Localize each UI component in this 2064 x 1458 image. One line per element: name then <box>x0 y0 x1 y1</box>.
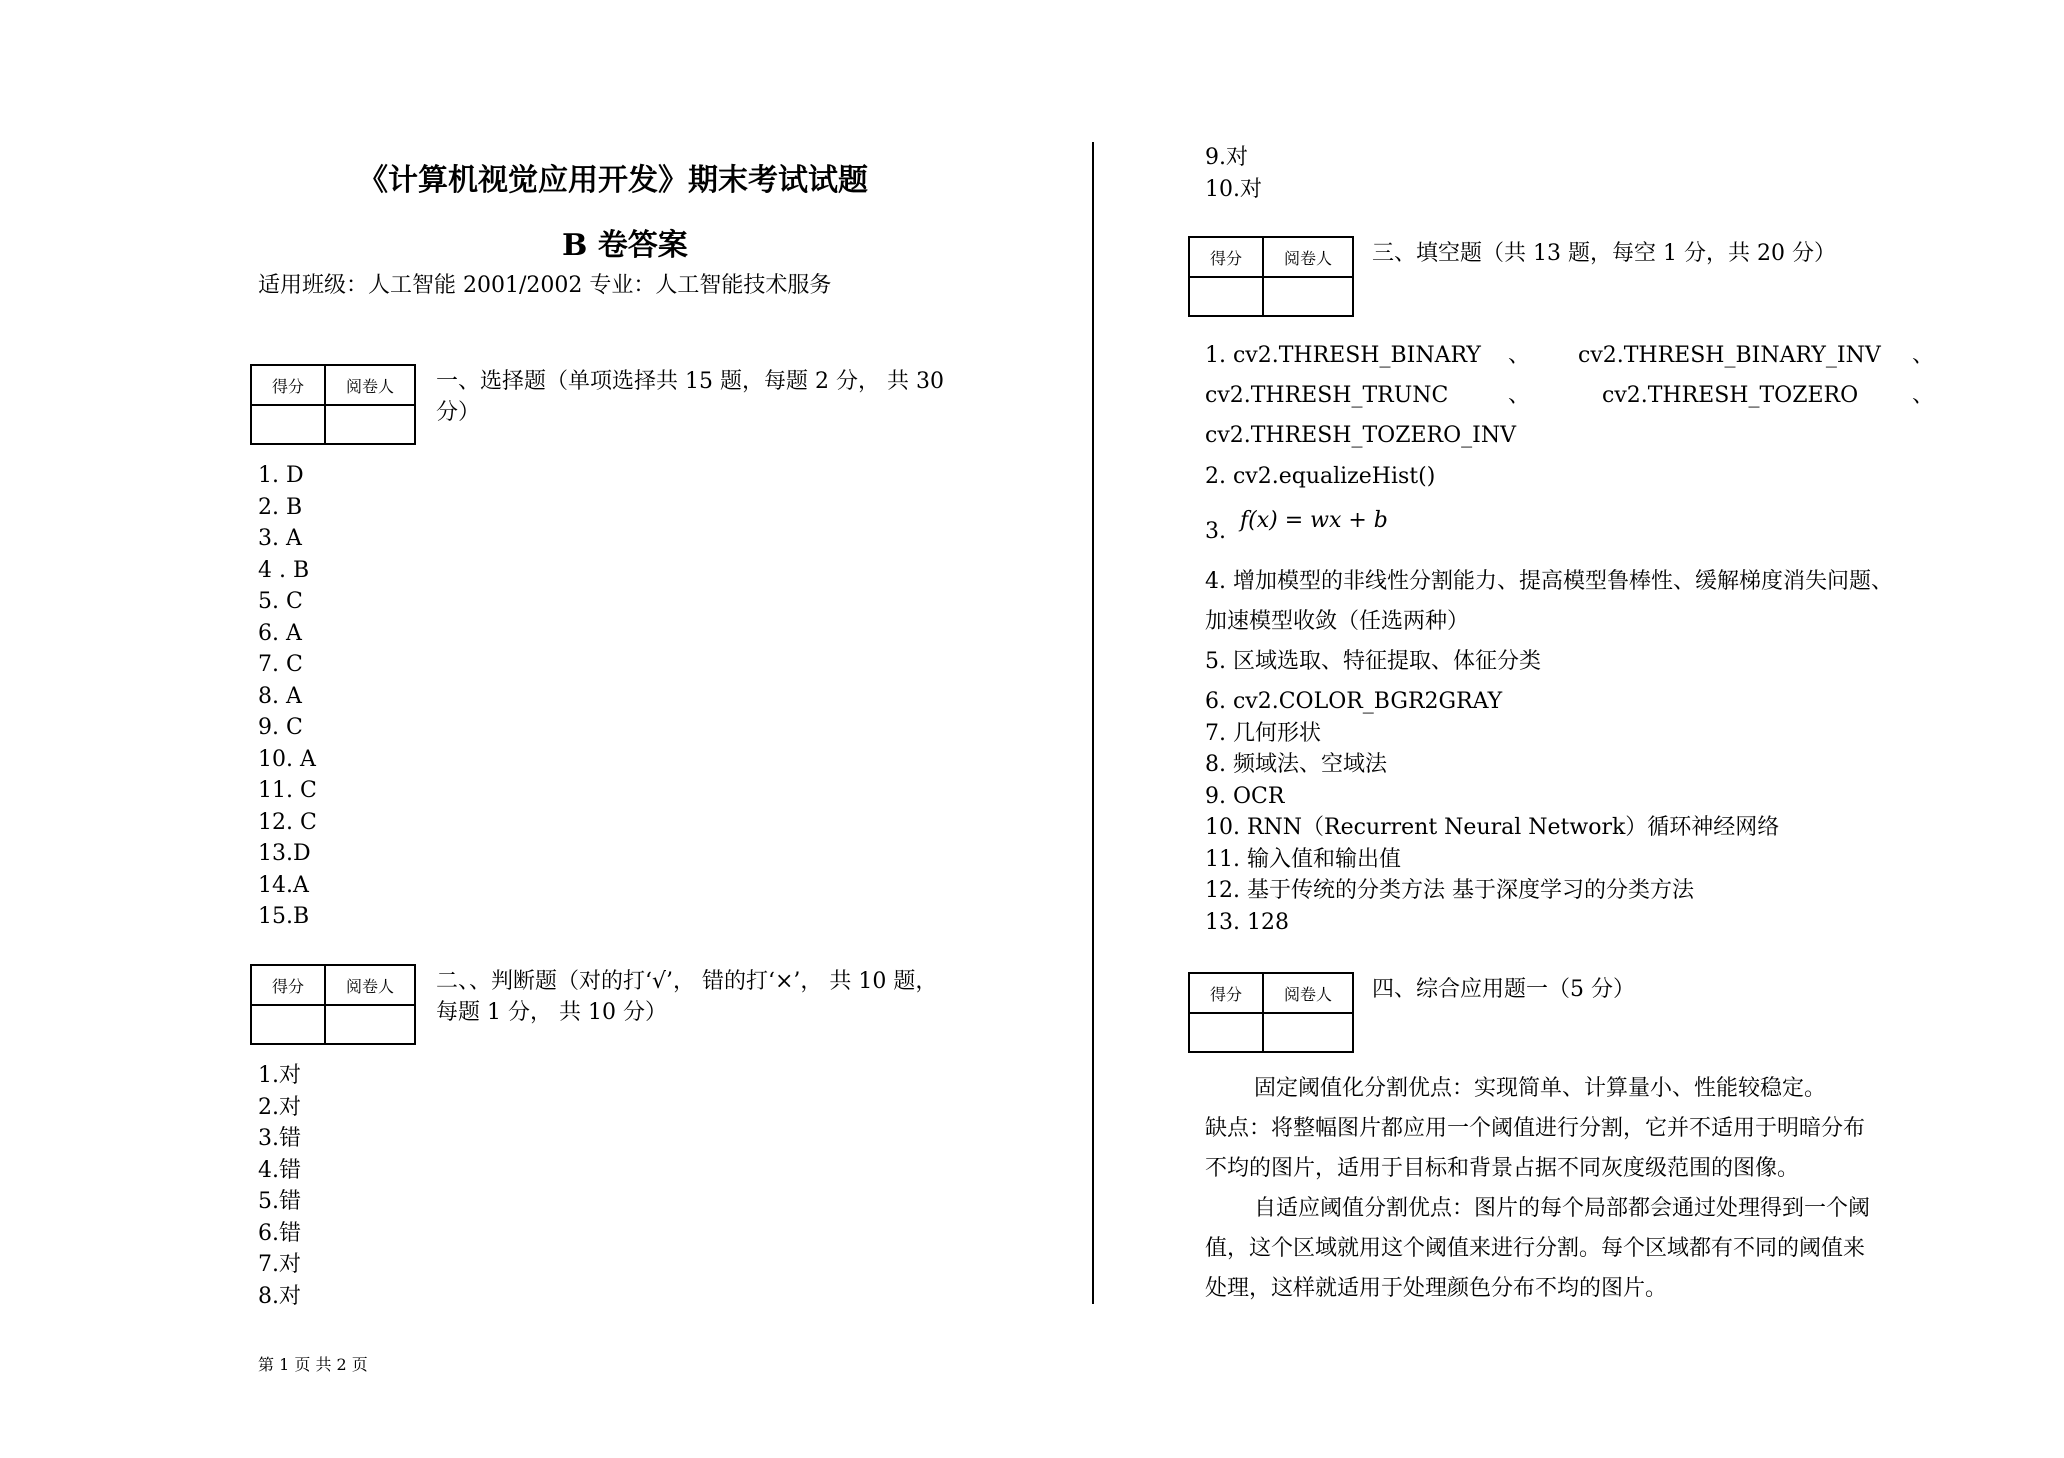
page-title: 《计算机视觉应用开发》期末考试试题 <box>358 163 868 198</box>
fill-answer-6: 6. cv2.COLOR_BGR2GRAY <box>1205 689 1503 714</box>
column-divider <box>1092 142 1094 1304</box>
list-item: 4.错 <box>258 1157 301 1183</box>
fill-answer-2: 2. cv2.equalizeHist() <box>1205 464 1436 489</box>
list-item: 7. C <box>258 652 303 677</box>
list-item: 15.B <box>258 904 310 929</box>
score-label: 得分 <box>1209 248 1242 268</box>
fill-answer-11: 11. 输入值和输出值 <box>1205 846 1401 872</box>
score-table-3 <box>1188 236 1354 317</box>
fill-answer-3-formula: f(x) = wx + b <box>1240 508 1388 533</box>
fill-answer-5: 5. 区域选取、特征提取、体征分类 <box>1205 649 1541 674</box>
grader-label: 阅卷人 <box>345 976 394 996</box>
section1-answer-list <box>258 460 317 933</box>
list-item: 11. C <box>258 778 317 803</box>
section4-paragraph-2: 缺点：将整幅图片都应用一个阈值进行分割，它并不适用于明暗分布 <box>1205 1116 1866 1141</box>
list-item: 5.错 <box>258 1189 301 1214</box>
list-item: 6.错 <box>258 1220 301 1246</box>
page-subtitle-answer-key: B 卷答案 <box>562 228 688 263</box>
page-footer: 第 1 页 共 2 页 <box>258 1355 368 1374</box>
section4-paragraph-2-cont: 不均的图片，适用于目标和背景占据不同灰度级范围的图像。 <box>1205 1156 1800 1181</box>
section4-paragraph-3: 自适应阈值分割优点：图片的每个局部都会通过处理得到一个阈 <box>1254 1196 1871 1221</box>
score-table-2 <box>250 964 416 1045</box>
fill-answer-12: 12. 基于传统的分类方法 基于深度学习的分类方法 <box>1205 878 1694 903</box>
separator: 、 <box>1508 383 1531 408</box>
score-label: 得分 <box>271 976 304 996</box>
section4-paragraph-1: 固定阈值化分割优点：实现简单、计算量小、性能较稳定。 <box>1254 1076 1827 1101</box>
fill-answer-7: 7. 几何形状 <box>1205 720 1321 746</box>
section2-heading: 二、、判断题（对的打‘√’， 错的打‘×’， 共 10 题， <box>436 969 938 994</box>
list-item: 12. C <box>258 809 317 835</box>
list-item: 1. D <box>258 463 304 488</box>
list-item: 3.错 <box>258 1126 301 1151</box>
list-item: 6. A <box>258 620 302 646</box>
list-item: 5. C <box>258 589 303 614</box>
list-item: 4 . B <box>258 557 310 583</box>
fill-answer-1-part4: cv2.THRESH_TOZERO <box>1602 383 1859 408</box>
list-item: 1.对 <box>258 1063 301 1088</box>
list-item: 2.对 <box>258 1094 301 1120</box>
list-item: 7.对 <box>258 1252 301 1277</box>
section4-paragraph-3-cont: 值，这个区域就用这个阈值来进行分割。每个区域都有不同的阈值来 <box>1205 1236 1866 1261</box>
list-item: 14.A <box>258 872 309 898</box>
list-item: 3. A <box>258 526 302 551</box>
list-item: 9.对 <box>1205 145 1248 170</box>
score-label: 得分 <box>1209 984 1242 1004</box>
list-item: 8. A <box>258 683 302 709</box>
grader-label: 阅卷人 <box>345 376 394 396</box>
list-item: 10.对 <box>1205 176 1262 202</box>
fill-answer-1-part1: 1. cv2.THRESH_BINARY <box>1205 343 1481 368</box>
list-item: 2. B <box>258 494 303 520</box>
list-item: 9. C <box>258 715 303 740</box>
fill-answer-13: 13. 128 <box>1205 909 1289 935</box>
section2-answer-list <box>258 1060 301 1312</box>
section2-heading-cont: 每题 1 分， 共 10 分） <box>436 1000 667 1025</box>
list-item: 10. A <box>258 746 316 772</box>
applicable-class: 适用班级：人工智能 2001/2002 专业：人工智能技术服务 <box>258 273 832 298</box>
fill-answer-10: 10. RNN（Recurrent Neural Network）循环神经网络 <box>1205 815 1780 840</box>
grader-label: 阅卷人 <box>1283 984 1332 1004</box>
section2-answer-list-cont <box>1205 142 1262 205</box>
fill-answer-list <box>1205 686 1779 938</box>
fill-answer-8: 8. 频域法、空域法 <box>1205 752 1387 777</box>
list-item: 8.对 <box>258 1283 301 1309</box>
list-item: 13.D <box>258 841 311 866</box>
fill-answer-1-part5: cv2.THRESH_TOZERO_INV <box>1205 423 1516 448</box>
section3-heading: 三、填空题（共 13 题，每空 1 分，共 20 分） <box>1372 241 1836 266</box>
score-table-4 <box>1188 972 1354 1053</box>
score-label: 得分 <box>271 376 304 396</box>
section1-heading-cont: 分） <box>436 400 481 425</box>
section4-heading: 四、综合应用题一（5 分） <box>1372 977 1635 1002</box>
separator: 、 <box>1912 383 1935 408</box>
score-table-1 <box>250 364 416 445</box>
grader-label: 阅卷人 <box>1283 248 1332 268</box>
separator: 、 <box>1912 343 1935 368</box>
fill-answer-4: 4. 增加模型的非线性分割能力、提高模型鲁棒性、缓解梯度消失问题、 <box>1205 569 1893 594</box>
fill-answer-1-part3: cv2.THRESH_TRUNC <box>1205 383 1449 408</box>
fill-answer-4-cont: 加速模型收敛（任选两种） <box>1205 609 1470 634</box>
fill-answer-1-part2: cv2.THRESH_BINARY_INV <box>1578 343 1881 368</box>
separator: 、 <box>1508 343 1531 368</box>
fill-answer-9: 9. OCR <box>1205 783 1285 809</box>
section4-paragraph-3-end: 处理，这样就适用于处理颜色分布不均的图片。 <box>1205 1276 1668 1301</box>
fill-answer-3-number: 3. <box>1205 519 1226 544</box>
section1-heading: 一、选择题（单项选择共 15 题，每题 2 分， 共 30 <box>436 369 944 394</box>
